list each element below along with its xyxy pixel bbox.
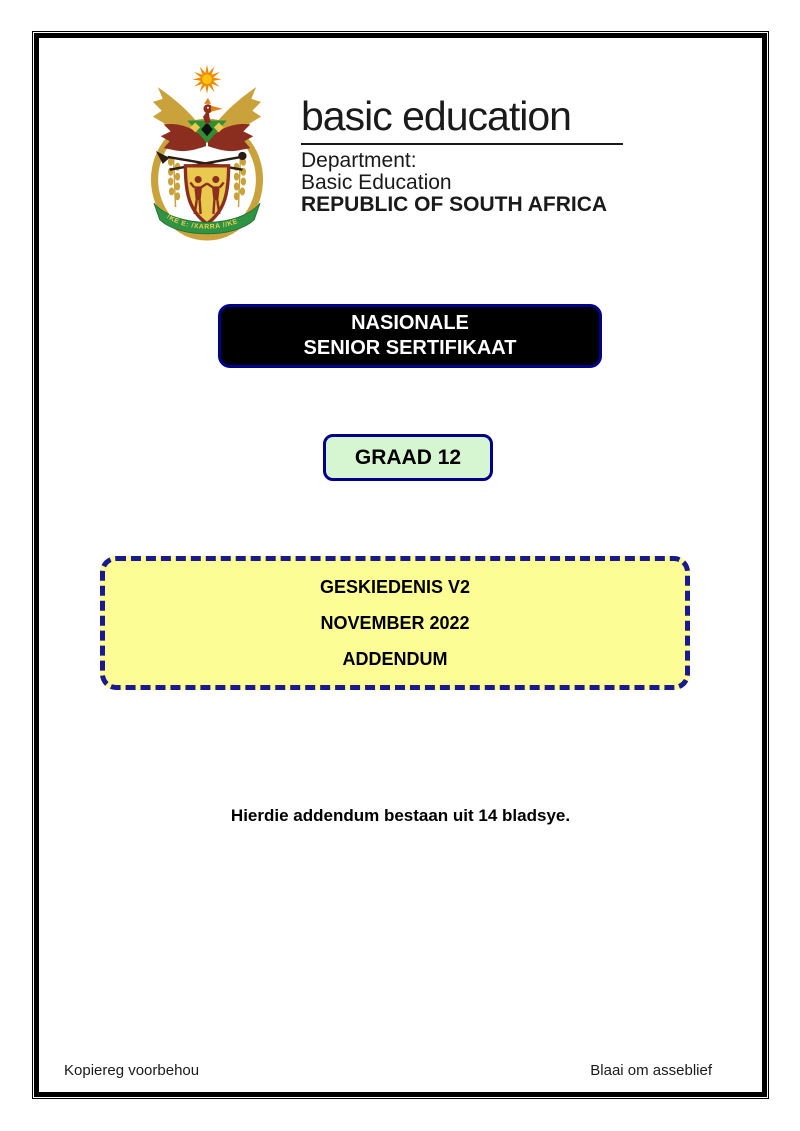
certificate-line2: SENIOR SERTIFIKAAT [303, 337, 517, 359]
motto-text: !KE E: /XARRA //KE [165, 213, 240, 231]
country-name: REPUBLIC OF SOUTH AFRICA [301, 193, 608, 216]
wordmark-title: basic education [301, 94, 623, 145]
department-name: Basic Education [301, 171, 452, 194]
footer-copyright: Kopiereg voorbehou [64, 1062, 200, 1079]
subject-box [100, 556, 690, 690]
certificate-line1: NASIONALE [351, 312, 469, 334]
sun-icon [192, 65, 222, 95]
department-label: Department: [301, 149, 417, 172]
department-wordmark-block [301, 94, 623, 216]
subject-session: NOVEMBER 2022 [320, 612, 470, 633]
coat-of-arms-logo [148, 58, 266, 248]
grade-badge [323, 434, 493, 481]
subject-doc-type: ADDENDUM [342, 648, 448, 669]
subject-title: GESKIEDENIS V2 [319, 576, 471, 597]
pages-note: Hierdie addendum bestaan uit 14 bladsye. [230, 806, 571, 825]
department-lines [301, 150, 623, 216]
grade-label: GRAAD 12 [354, 445, 462, 469]
certificate-title-box [218, 304, 602, 368]
footer-turn-over: Blaai om asseblief [590, 1062, 712, 1079]
